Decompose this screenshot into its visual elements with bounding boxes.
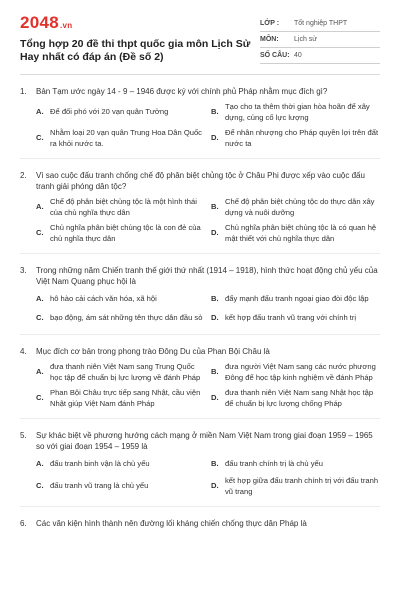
option-letter: A. — [36, 202, 44, 212]
question-number: 2. — [20, 171, 27, 180]
question-text: Bản Tạm ước ngày 14 - 9 – 1946 được ký với chính phủ Pháp nhằm mục đích gì? — [36, 87, 328, 96]
exam-meta-table — [260, 16, 380, 64]
answer-option[interactable] — [211, 197, 380, 218]
option-letter: A. — [36, 293, 44, 303]
option-text: bạo động, ám sát những tên thực dân đầu sỏ — [50, 312, 203, 322]
answer-option[interactable] — [211, 102, 380, 123]
question-stem — [20, 86, 380, 97]
meta-value: 40 — [294, 52, 302, 59]
option-letter: B. — [211, 202, 219, 212]
option-text: đấu tranh binh vận là chủ yếu — [50, 458, 150, 468]
header-divider — [20, 74, 380, 75]
question-text: Các văn kiện hình thành nên đường lối kháng chiến chống thực dân Pháp là — [36, 519, 307, 528]
meta-key: LỚP : — [260, 20, 280, 27]
option-letter: D. — [211, 133, 219, 143]
question-stem — [20, 518, 380, 529]
option-text: Chủ nghĩa phân biệt chủng tộc là có quan hệ mật thiết với chủ nghĩa thực dân — [225, 223, 377, 243]
question-number: 5. — [20, 431, 27, 440]
header-left — [20, 14, 252, 64]
option-letter: A. — [36, 367, 44, 377]
option-letter: D. — [211, 228, 219, 238]
option-letter: C. — [36, 133, 44, 143]
answer-option[interactable] — [211, 292, 380, 306]
answer-option[interactable] — [211, 388, 380, 409]
option-letter: C. — [36, 481, 44, 491]
question-item — [20, 170, 380, 254]
question-number: 4. — [20, 347, 27, 356]
question-text: Mục đích cơ bản trong phong trào Đông Du của Phan Bội Châu là — [36, 347, 270, 356]
question-divider — [20, 334, 380, 335]
option-text: Chủ nghĩa phân biệt chủng tộc là con đẻ của chủ nghĩa thực dân — [50, 223, 201, 243]
option-letter: B. — [211, 293, 219, 303]
answer-option[interactable] — [36, 128, 205, 149]
option-text: Để đối phó với 20 vạn quân Tưởng — [50, 107, 169, 117]
question-number: 6. — [20, 519, 27, 528]
question-item — [20, 518, 380, 529]
answer-option[interactable] — [36, 102, 205, 123]
answer-option[interactable] — [36, 362, 205, 383]
option-letter: B. — [211, 458, 219, 468]
question-number: 3. — [20, 266, 27, 275]
meta-row-grade — [260, 16, 380, 32]
option-text: đấu tranh chính trị là chủ yếu — [225, 458, 323, 468]
option-letter: D. — [211, 481, 219, 491]
meta-key: MÔN: — [260, 36, 279, 43]
option-letter: C. — [36, 312, 44, 322]
option-text: đấu tranh vũ trang là chủ yếu — [50, 481, 149, 491]
option-letter: C. — [36, 228, 44, 238]
answer-option[interactable] — [36, 197, 205, 218]
answer-options — [36, 292, 380, 325]
question-text: Sự khác biệt về phương hướng cách mạng ở miền Nam Việt Nam trong giai đoạn 1959 – 1965 so với giai đoạn 1954 – 1959 là — [36, 431, 373, 451]
question-number: 1. — [20, 87, 27, 96]
question-stem — [20, 430, 380, 452]
option-text: Tạo cho ta thêm thời gian hòa hoãn để xây dựng, củng cố lực lượng — [225, 102, 370, 122]
option-letter: A. — [36, 458, 44, 468]
answer-option[interactable] — [211, 362, 380, 383]
option-text: đẩy mạnh đấu tranh ngoại giao đòi độc lập — [225, 293, 369, 303]
option-text: đưa thanh niên Việt Nam sang Trung Quốc học tập để chuẩn bị lực lượng về đánh Pháp — [50, 362, 201, 382]
question-item — [20, 346, 380, 419]
option-text: Nhằm loại 20 vạn quân Trung Hoa Dân Quốc ra khỏi nước ta. — [50, 128, 202, 148]
option-letter: B. — [211, 107, 219, 117]
meta-value: Lịch sử — [294, 36, 317, 43]
answer-option[interactable] — [36, 476, 205, 497]
option-text: Chế độ phân biệt chủng tộc do thực dân xây dựng và nuôi dưỡng — [225, 197, 375, 217]
answer-option[interactable] — [36, 311, 205, 325]
answer-option[interactable] — [36, 457, 205, 471]
logo-text: 2048 — [20, 13, 60, 32]
option-text: Để nhân nhượng cho Pháp quyền lợi trên đất nước ta — [225, 128, 379, 148]
meta-row-subject — [260, 32, 380, 48]
answer-option[interactable] — [36, 388, 205, 409]
question-text: Trong những năm Chiến tranh thế giới thứ nhất (1914 – 1918), hình thức hoạt động chủ yếu của Việt Nam Quang phục hội là — [36, 266, 378, 286]
answer-options — [36, 102, 380, 149]
option-text: đưa thanh niên Việt Nam sang Nhật học tập để chuẩn bị lực lượng chống Pháp — [225, 388, 374, 408]
answer-option[interactable] — [211, 223, 380, 244]
question-stem — [20, 170, 380, 192]
question-item — [20, 265, 380, 335]
question-divider — [20, 158, 380, 159]
question-item — [20, 86, 380, 159]
option-text: hô hào cải cách văn hóa, xã hội — [50, 293, 157, 303]
page-header — [20, 14, 380, 64]
option-letter: D. — [211, 312, 219, 322]
answer-option[interactable] — [211, 311, 380, 325]
meta-key: SỐ CÂU: — [260, 52, 290, 59]
option-text: đưa người Việt Nam sang các nước phương Đông để học tập kinh nghiệm về đánh Pháp — [225, 362, 376, 382]
question-item — [20, 430, 380, 507]
answer-options — [36, 457, 380, 497]
answer-option[interactable] — [36, 223, 205, 244]
site-logo[interactable] — [20, 14, 252, 34]
answer-option[interactable] — [211, 128, 380, 149]
option-text: kết hợp đấu tranh vũ trang với chính trị — [225, 312, 357, 322]
question-text: Vì sao cuộc đấu tranh chống chế độ phân biệt chủng tộc ở Châu Phi được xếp vào cuộc đấu tranh giải phóng dân tộc? — [36, 171, 365, 191]
logo-suffix: .vn — [60, 21, 73, 30]
answer-option[interactable] — [36, 292, 205, 306]
meta-row-question-count — [260, 48, 380, 64]
option-text: Chế độ phân biệt chủng tộc là một hình thái của chủ nghĩa thực dân — [50, 197, 197, 217]
answer-options — [36, 362, 380, 409]
question-list — [20, 86, 380, 529]
question-divider — [20, 418, 380, 419]
question-stem — [20, 346, 380, 357]
option-letter: B. — [211, 367, 219, 377]
answer-option[interactable] — [211, 457, 380, 471]
question-divider — [20, 253, 380, 254]
question-stem — [20, 265, 380, 287]
meta-value: Tốt nghiệp THPT — [294, 20, 348, 27]
option-letter: A. — [36, 107, 44, 117]
option-letter: D. — [211, 393, 219, 403]
option-text: Phan Bội Châu trực tiếp sang Nhật, cầu viện Nhật giúp Việt Nam đánh Pháp — [50, 388, 201, 408]
answer-option[interactable] — [211, 476, 380, 497]
answer-options — [36, 197, 380, 244]
document-title: Tổng hợp 20 đề thi thpt quốc gia môn Lịch Sử Hay nhất có đáp án (Đề số 2) — [20, 38, 251, 63]
question-divider — [20, 506, 380, 507]
option-letter: C. — [36, 393, 44, 403]
option-text: kết hợp giữa đấu tranh chính trị với đấu tranh vũ trang — [225, 476, 379, 496]
